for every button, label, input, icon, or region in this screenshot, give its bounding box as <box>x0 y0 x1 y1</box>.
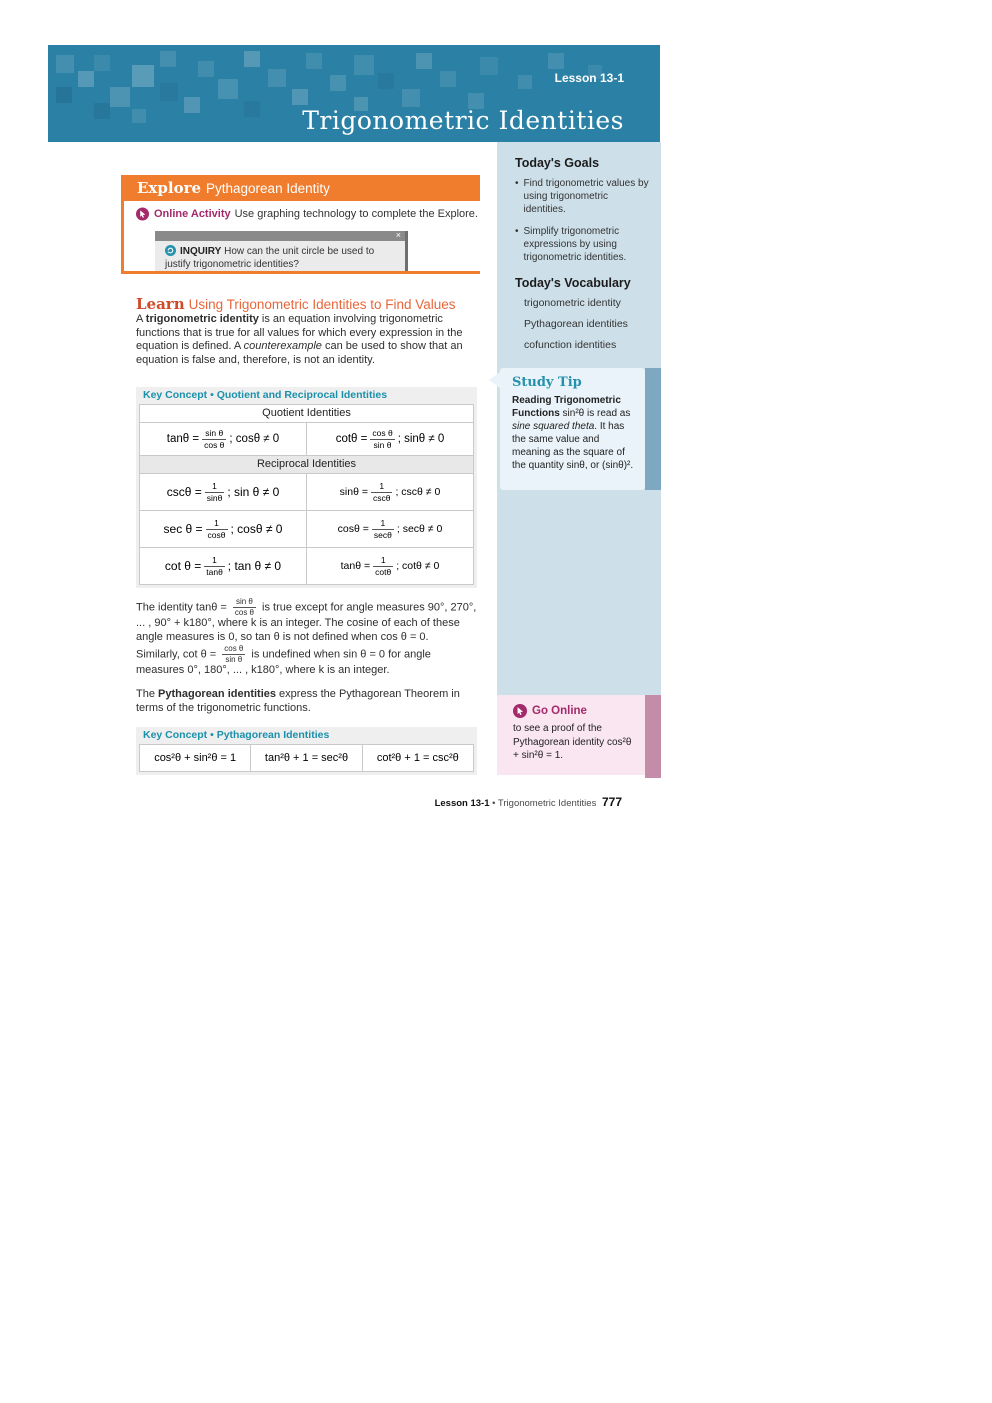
learn-title: Using Trigonometric Identities to Find Values <box>188 297 456 312</box>
explore-bottom-rule <box>121 271 480 274</box>
identity-cell: cotθ = $\frac{\text{cos θ}}{\text{sin θ}}$ ; sinθ ≠ 0 <box>306 423 473 455</box>
page-number: 777 <box>601 795 622 809</box>
todays-vocabulary-heading: Today's Vocabulary <box>515 276 631 290</box>
vocab-item: trigonometric identity <box>524 297 621 309</box>
explore-label: Explore <box>137 179 202 197</box>
bullet-icon: • <box>515 178 519 189</box>
key-concept-quotient-reciprocal-table <box>136 387 477 588</box>
goal-text: Find trigonometric values by using trigonometric identities. <box>523 178 649 215</box>
identity-explanation-paragraph: Similarly, cot θ = $\frac{\text{cos θ}}{\text{sin θ}}$ is undefined when sin θ = 0 for angle measures 0°, 180°, ... , k180°, where k is an integer. <box>136 644 431 676</box>
table-row <box>140 547 473 584</box>
identity-cell: cot²θ + 1 = csc²θ <box>362 745 473 771</box>
identity-cell: tanθ = $\frac{1}{\cot\theta}$ ; cotθ ≠ 0 <box>306 548 473 584</box>
study-tip-pointer <box>489 372 500 388</box>
go-online-header[interactable] <box>513 704 637 718</box>
identity-explanation-paragraph: The identity tanθ = $\frac{\text{sin θ}}{\text{cos θ}}$ is true except for angle measures 90°, 270°, ... , 90° + k180°, where k is an integer. The cosine of each of these angle measures is 0, so tan θ is not defined when cos θ = 0. <box>136 597 477 643</box>
lesson-number: Lesson 13-1 <box>554 71 624 85</box>
page-title: Trigonometric Identities <box>302 106 624 135</box>
blue-accent-bar <box>645 368 661 490</box>
table-row <box>140 473 473 510</box>
go-online-cursor-icon <box>513 704 527 718</box>
vocabulary-list <box>515 297 651 351</box>
table-row <box>140 745 473 771</box>
identity-cell: tanθ = $\frac{\text{sin θ}}{\text{cos θ}}$ ; cosθ ≠ 0 <box>166 428 280 450</box>
quotient-identities-title: Quotient Identities <box>262 407 351 419</box>
key-concept-header: Key Concept • Quotient and Reciprocal Identities <box>143 389 388 401</box>
identity-cell: cosθ = $\frac{1}{\sec\theta}$ ; secθ ≠ 0 <box>306 511 473 547</box>
close-icon[interactable]: × <box>395 230 401 240</box>
explore-banner <box>124 175 480 201</box>
footer-lesson: Lesson 13-1 <box>434 798 490 809</box>
goal-item <box>515 177 651 216</box>
key-concept-header: Key Concept • Pythagorean Identities <box>143 729 330 741</box>
explore-title: Pythagorean Identity <box>206 181 330 196</box>
identity-cell: sec θ = $\frac{1}{\cos\theta}$ ; cosθ ≠ 0 <box>163 518 283 540</box>
key-concept-pythagorean-table <box>136 727 477 775</box>
go-online-label: Go Online <box>532 705 587 717</box>
vocab-item: cofunction identities <box>524 339 617 351</box>
go-online-text: to see a proof of the Pythagorean identity cos²θ + sin²θ = 1. <box>513 723 632 761</box>
learn-heading <box>136 295 456 313</box>
inquiry-icon <box>165 245 176 256</box>
identity-cell: cot θ = $\frac{1}{\tan\theta}$ ; tan θ ≠ 0 <box>164 555 282 577</box>
todays-goals-heading: Today's Goals <box>515 156 600 170</box>
identity-cell: cos²θ + sin²θ = 1 <box>154 752 237 764</box>
identity-cell: tan²θ + 1 = sec²θ <box>250 745 361 771</box>
goals-list <box>515 177 651 264</box>
lesson-header-banner <box>48 45 660 142</box>
bullet-icon: • <box>515 226 519 237</box>
study-tip-text: Reading Trigonometric Functions sin²θ is read as sine squared theta. It has the same value and meaning as the square of the quantity sinθ, or (sinθ)². <box>512 395 634 471</box>
pythagorean-intro-paragraph: The Pythagorean identities express the Pythagorean Theorem in terms of the trigonometric functions. <box>136 688 460 714</box>
table-row <box>140 422 473 455</box>
inquiry-titlebar[interactable] <box>155 231 405 241</box>
page-footer <box>400 795 622 809</box>
inquiry-body <box>155 241 405 272</box>
go-online-box <box>497 695 645 775</box>
vocab-item: Pythagorean identities <box>524 318 628 330</box>
online-activity-line <box>136 207 481 220</box>
study-tip-box <box>500 368 645 490</box>
inquiry-dialog <box>155 231 408 272</box>
mauve-accent-bar <box>645 695 661 778</box>
identities-table <box>139 404 474 585</box>
reciprocal-identities-title: Reciprocal Identities <box>140 455 473 473</box>
inquiry-label: INQUIRY <box>180 246 222 257</box>
learn-paragraph: A trigonometric identity is an equation involving trigonometric functions that is true for all values for which every expression in the equation is defined. A counterexample can be used to show that an equation is false and, therefore, is not an identity. <box>136 313 463 366</box>
online-activity-cursor-icon <box>136 207 149 220</box>
study-tip-heading: Study Tip <box>512 375 582 390</box>
identity-cell: sinθ = $\frac{1}{\csc\theta}$ ; cscθ ≠ 0 <box>306 474 473 510</box>
online-activity-label[interactable]: Online Activity <box>154 207 231 220</box>
goal-text: Simplify trigonometric expressions by using trigonometric identities. <box>523 226 627 263</box>
footer-title: • Trigonometric Identities <box>489 798 599 809</box>
goal-item <box>515 225 651 264</box>
identities-table <box>139 744 474 772</box>
online-activity-text: Use graphing technology to complete the Explore. <box>234 207 478 220</box>
learn-label: Learn <box>136 295 185 313</box>
identity-cell: cscθ = $\frac{1}{\sin\theta}$ ; sin θ ≠ 0 <box>166 481 280 503</box>
table-row <box>140 510 473 547</box>
inquiry-question: How can the unit circle be used to justify trigonometric identities? <box>165 246 375 270</box>
